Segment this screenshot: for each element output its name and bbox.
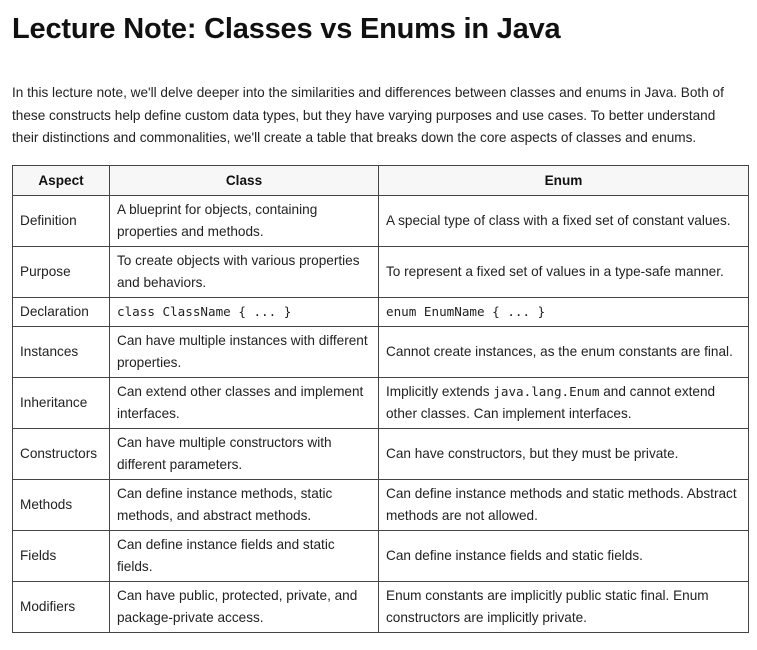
cell-aspect: Purpose bbox=[13, 246, 110, 297]
cell-class: A blueprint for objects, containing properties and methods. bbox=[110, 195, 379, 246]
intro-paragraph: In this lecture note, we'll delve deeper into the similarities and differences between classes and enums in Java. Both of these constructs help define custom data types, but they have varying purposes and use cases. To better understand their distinctions and commonalities, we'll create a table that breaks down the core aspects of classes and enums. bbox=[12, 85, 724, 146]
code-snippet: enum EnumName { ... } bbox=[386, 304, 546, 320]
cell-class: Can have multiple instances with different properties. bbox=[110, 326, 379, 377]
page-title: Lecture Note: Classes vs Enums in Java bbox=[12, 13, 561, 45]
enum-text-post: and cannot extend other classes. Can implement interfaces. bbox=[386, 384, 716, 421]
cell-aspect: Methods bbox=[13, 479, 110, 530]
cell-class: To create objects with various properties and behaviors. bbox=[110, 246, 379, 297]
cell-aspect: Fields bbox=[13, 530, 110, 581]
cell-enum bbox=[379, 297, 749, 326]
enum-text-pre: Implicitly extends bbox=[386, 384, 494, 400]
cell-aspect: Constructors bbox=[13, 428, 110, 479]
cell-aspect: Definition bbox=[13, 195, 110, 246]
cell-class bbox=[110, 297, 379, 326]
cell-aspect: Modifiers bbox=[13, 581, 110, 632]
table-row bbox=[13, 246, 749, 297]
table-row bbox=[13, 479, 749, 530]
cell-enum: Can define instance methods and static methods. Abstract methods are not allowed. bbox=[379, 479, 749, 530]
cell-enum: Can define instance fields and static fields. bbox=[379, 530, 749, 581]
cell-class: Can have multiple constructors with different parameters. bbox=[110, 428, 379, 479]
code-snippet: java.lang.Enum bbox=[493, 384, 600, 400]
table-row bbox=[13, 428, 749, 479]
header-class: Class bbox=[110, 165, 379, 195]
table-row bbox=[13, 581, 749, 632]
table-row bbox=[13, 195, 749, 246]
table-row bbox=[13, 530, 749, 581]
code-snippet: class ClassName { ... } bbox=[117, 304, 292, 320]
cell-enum: To represent a fixed set of values in a type-safe manner. bbox=[379, 246, 749, 297]
cell-aspect: Instances bbox=[13, 326, 110, 377]
cell-aspect: Declaration bbox=[13, 297, 110, 326]
table-row bbox=[13, 326, 749, 377]
cell-aspect: Inheritance bbox=[13, 377, 110, 428]
header-enum: Enum bbox=[379, 165, 749, 195]
table-row bbox=[13, 377, 749, 428]
header-aspect: Aspect bbox=[13, 165, 110, 195]
comparison-table bbox=[12, 165, 749, 633]
table-header-row bbox=[13, 165, 749, 195]
cell-enum bbox=[379, 377, 749, 428]
cell-enum: Can have constructors, but they must be private. bbox=[379, 428, 749, 479]
cell-enum: Cannot create instances, as the enum constants are final. bbox=[379, 326, 749, 377]
cell-class: Can define instance methods, static methods, and abstract methods. bbox=[110, 479, 379, 530]
cell-enum: A special type of class with a fixed set of constant values. bbox=[379, 195, 749, 246]
cell-enum: Enum constants are implicitly public static final. Enum constructors are implicitly private. bbox=[379, 581, 749, 632]
table-row bbox=[13, 297, 749, 326]
cell-class: Can define instance fields and static fields. bbox=[110, 530, 379, 581]
cell-class: Can have public, protected, private, and package-private access. bbox=[110, 581, 379, 632]
cell-class: Can extend other classes and implement interfaces. bbox=[110, 377, 379, 428]
